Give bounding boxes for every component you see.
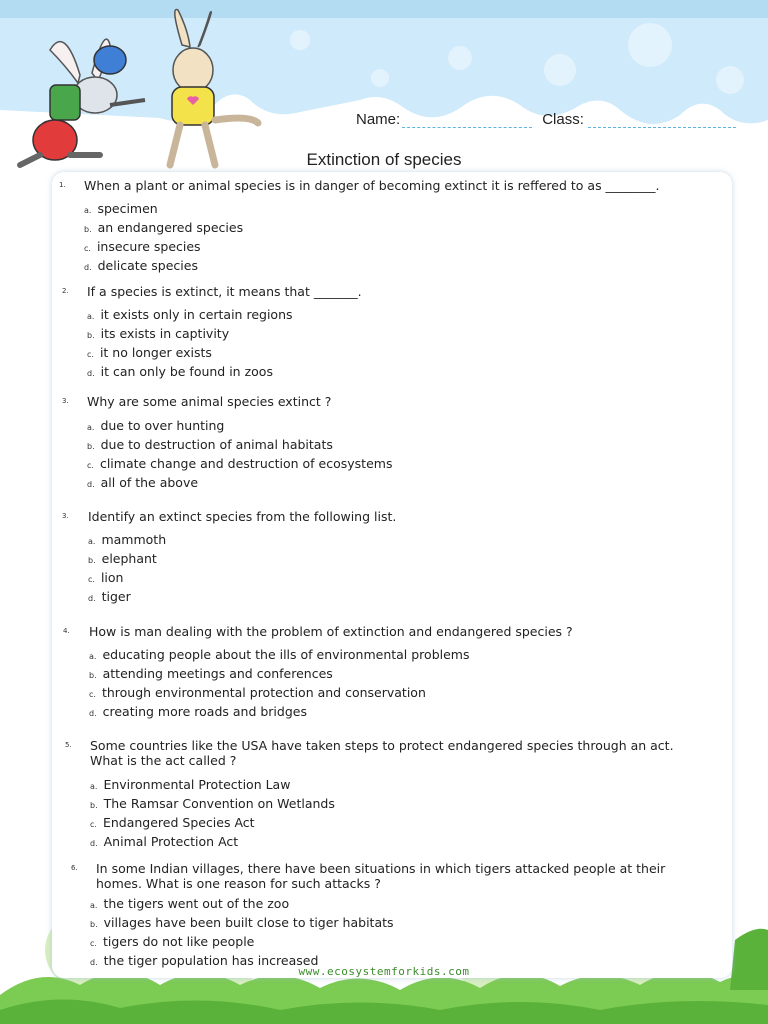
option-b[interactable]: b. elephant <box>88 551 157 566</box>
option-c[interactable]: c. Endangered Species Act <box>90 815 255 830</box>
question-number: 5. <box>65 741 72 749</box>
class-field[interactable] <box>542 111 736 128</box>
option-b[interactable]: b. The Ramsar Convention on Wetlands <box>90 796 335 811</box>
website-footer: www.ecosystemforkids.com <box>298 965 470 978</box>
question-text: Why are some animal species extinct ? <box>87 394 332 409</box>
option-c[interactable]: c. tigers do not like people <box>90 934 255 949</box>
class-label: Class: <box>542 111 584 128</box>
option-b[interactable]: b. attending meetings and conferences <box>89 666 333 681</box>
question-text: In some Indian villages, there have been situations in which tigers attacked people at their homes. What is one reason for such attacks ? <box>96 861 666 891</box>
option-d[interactable]: d. tiger <box>88 589 131 604</box>
option-a[interactable]: a. specimen <box>84 201 158 216</box>
question-number: 3. <box>62 397 69 405</box>
option-d[interactable]: d. all of the above <box>87 475 199 490</box>
question-text: Some countries like the USA have taken steps to protect endangered species through an act. What is the act called ? <box>90 738 674 768</box>
name-label: Name: <box>356 111 401 128</box>
option-c[interactable]: c. it no longer exists <box>87 345 212 360</box>
question-text: How is man dealing with the problem of extinction and endangered species ? <box>89 624 573 639</box>
name-field[interactable] <box>356 111 532 128</box>
option-b[interactable]: b. an endangered species <box>84 220 244 235</box>
question-number: 1. <box>59 181 66 189</box>
class-blank[interactable] <box>588 113 736 128</box>
option-a[interactable]: a. Environmental Protection Law <box>90 777 291 792</box>
question-text: Identify an extinct species from the following list. <box>88 509 397 524</box>
option-c[interactable]: c. insecure species <box>84 239 201 254</box>
option-a[interactable]: a. educating people about the ills of environmental problems <box>89 647 470 662</box>
option-d[interactable]: d. the tiger population has increased <box>90 953 319 968</box>
header-fields <box>356 111 736 128</box>
question-number: 6. <box>71 864 78 872</box>
option-d[interactable]: d. delicate species <box>84 258 198 273</box>
option-b[interactable]: b. villages have been built close to tiger habitats <box>90 915 394 930</box>
question-number: 4. <box>63 627 70 635</box>
question-number: 3. <box>62 512 69 520</box>
question-text: If a species is extinct, it means that _______. <box>87 284 362 299</box>
option-b[interactable]: b. its exists in captivity <box>87 326 230 341</box>
option-c[interactable]: c. climate change and destruction of ecosystems <box>87 456 393 471</box>
rabbit-with-backpack-icon <box>20 39 145 165</box>
rabbit-in-yellow-shirt-icon <box>170 9 258 165</box>
option-d[interactable]: d. Animal Protection Act <box>90 834 239 849</box>
question-text: When a plant or animal species is in danger of becoming extinct it is reffered to as ________. <box>84 178 660 193</box>
option-b[interactable]: b. due to destruction of animal habitats <box>87 437 333 452</box>
option-a[interactable]: a. it exists only in certain regions <box>87 307 293 322</box>
option-d[interactable]: d. creating more roads and bridges <box>89 704 307 719</box>
question-number: 2. <box>62 287 69 295</box>
option-d[interactable]: d. it can only be found in zoos <box>87 364 273 379</box>
option-a[interactable]: a. mammoth <box>88 532 167 547</box>
option-a[interactable]: a. the tigers went out of the zoo <box>90 896 290 911</box>
page-title: Extinction of species <box>306 150 462 169</box>
option-a[interactable]: a. due to over hunting <box>87 418 225 433</box>
option-c[interactable]: c. lion <box>88 570 124 585</box>
name-blank[interactable] <box>402 113 532 128</box>
option-c[interactable]: c. through environmental protection and conservation <box>89 685 426 700</box>
